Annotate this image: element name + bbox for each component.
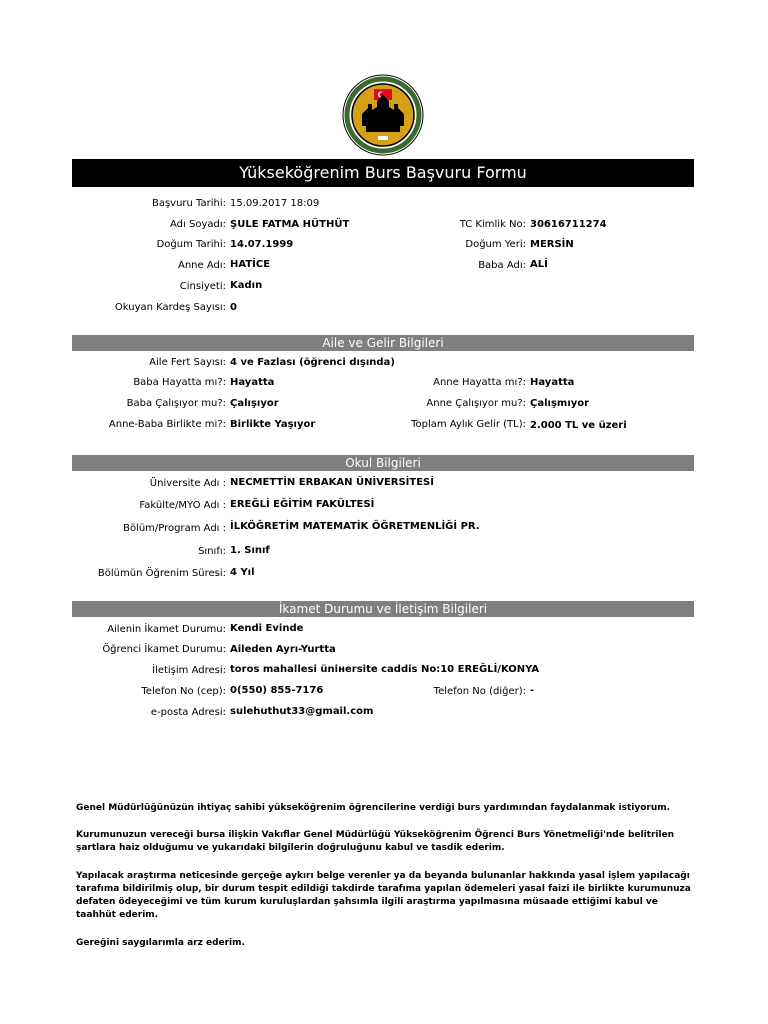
sinif-label: Sınıfı: [198,546,226,557]
aile-ikamet-label: Ailenin İkamet Durumu: [107,624,226,635]
aile-fert-value: 4 ve Fazlası (öğrenci dışında) [230,357,395,368]
dogum-yeri-label: Doğum Yeri: [465,239,526,250]
ikamet-heading: İkamet Durumu ve İletişim Bilgileri [72,601,694,617]
baba-hayatta-value: Hayatta [230,377,275,388]
baba-hayatta-label: Baba Hayatta mı?: [133,377,226,388]
birlikte-label: Anne-Baba Birlikte mi?: [108,419,226,430]
adres-label: İletişim Adresi: [152,665,226,676]
tel-diger-value: - [530,685,535,696]
baba-adi-value: ALİ [530,259,548,270]
bolum-label: Bölüm/Program Adı : [123,523,226,534]
anne-hayatta-label: Anne Hayatta mı?: [433,377,526,388]
sure-label: Bölümün Öğrenim Süresi: [97,568,226,579]
adi-soyadi-label: Adı Soyadı: [170,219,226,230]
gelir-label: Toplam Aylık Gelir (TL): [411,419,526,430]
vgm-logo [342,74,424,156]
adres-value: toros mahallesi ünінersite caddis No:10 EREĞLİ/KONYA [230,664,540,675]
anne-hayatta-value: Hayatta [530,377,575,388]
okul-heading: Okul Bilgileri [72,455,694,471]
baba-calisiyor-label: Baba Çalışıyor mu?: [126,398,226,409]
tc-kimlik-label: TC Kimlik No: [459,219,526,230]
declaration-p4: Gereğini saygılarımla arz ederim. [76,938,245,948]
aile-ikamet-value: Kendi Evinde [230,623,304,634]
dogum-yeri-value: MERSİN [530,239,574,250]
cinsiyet-label: Cinsiyeti: [179,281,226,292]
anne-adi-value: HATİCE [230,259,271,270]
dogum-tarihi-value: 14.07.1999 [230,239,294,250]
tc-kimlik-value: 30616711274 [530,219,607,230]
birlikte-value: Birlikte Yaşıyor [230,419,316,430]
gelir-value: 2.000 TL ve üzeri [530,420,627,431]
declaration-p1: Genel Müdürlüğünüzün ihtiyaç sahibi yükseköğrenim öğrencilerine verdiği burs yardımından faydalanmak istiyorum. [76,803,671,813]
universite-label: Üniversite Adı : [149,478,226,489]
ogrenci-ikamet-value: Aileden Ayrı-Yurtta [230,644,336,655]
adi-soyadi-value: ŞULE FATMA HÜTHÜT [230,219,350,230]
tel-diger-label: Telefon No (diğer): [433,686,526,697]
sinif-value: 1. Sınıf [230,545,270,556]
anne-calisiyor-value: Çalışmıyor [530,398,590,409]
cinsiyet-value: Kadın [230,280,263,291]
basvuru-tarihi-label: Başvuru Tarihi: [151,198,226,209]
kardes-value: 0 [230,302,237,313]
eposta-label: e-posta Adresi: [150,707,226,718]
bolum-value: İLKÖĞRETİM MATEMATİK ÖĞRETMENLİĞİ PR. [230,521,480,532]
anne-adi-label: Anne Adı: [177,260,226,271]
tel-cep-value: 0(550) 855-7176 [230,685,324,696]
form-title: Yükseköğrenim Burs Başvuru Formu [72,159,694,187]
basvuru-tarihi-value: 15.09.2017 18:09 [230,198,320,209]
universite-value: NECMETTİN ERBAKAN ÜNİVERSİTESİ [230,477,434,488]
ogrenci-ikamet-label: Öğrenci İkamet Durumu: [102,644,226,655]
aile-fert-label: Aile Fert Sayısı: [149,357,226,368]
declaration-p2: Kurumunuzun vereceği bursa ilişkin Vakıflar Genel Müdürlüğü Yükseköğrenim Öğrenci Burs Yönetmeliği'nde belitrilen şartlara haiz olduğumu ve yukarıdaki bilgilerin doğruluğunu kabul ve tasdik ederim. [76,830,675,853]
tel-cep-label: Telefon No (cep): [141,686,226,697]
sure-value: 4 Yıl [230,567,255,578]
declaration-p3: Yapılacak araştırma neticesinde gerçeğe aykırı belge verenler ya da beyanda bulunanlar hakkında yasal işlem yapılacağı tarafıma bildirilmiş olup, bir durum tespit edildiği takdirde tarafıma yapılan ödemeleri yasal faizi ile birlikte kurumunuza defaten ödeyeceğimi ve tüm kurum kuruluşlardan şahsımla ilgili araştırma yapılmasına müsaade ettiğimi kabul ve taahhüt ederim. [76,871,691,920]
fakulte-label: Fakülte/MYO Adı : [139,500,226,511]
anne-calisiyor-label: Anne Çalışıyor mu?: [426,398,526,409]
baba-calisiyor-value: Çalışıyor [230,398,279,409]
kardes-label: Okuyan Kardeş Sayısı: [114,302,226,313]
baba-adi-label: Baba Adı: [478,260,526,271]
fakulte-value: EREĞLİ EĞİTİM FAKÜLTESİ [230,499,375,510]
eposta-value: sulehuthut33@gmail.com [230,706,374,717]
aile-gelir-heading: Aile ve Gelir Bilgileri [72,335,694,351]
dogum-tarihi-label: Doğum Tarihi: [156,239,226,250]
